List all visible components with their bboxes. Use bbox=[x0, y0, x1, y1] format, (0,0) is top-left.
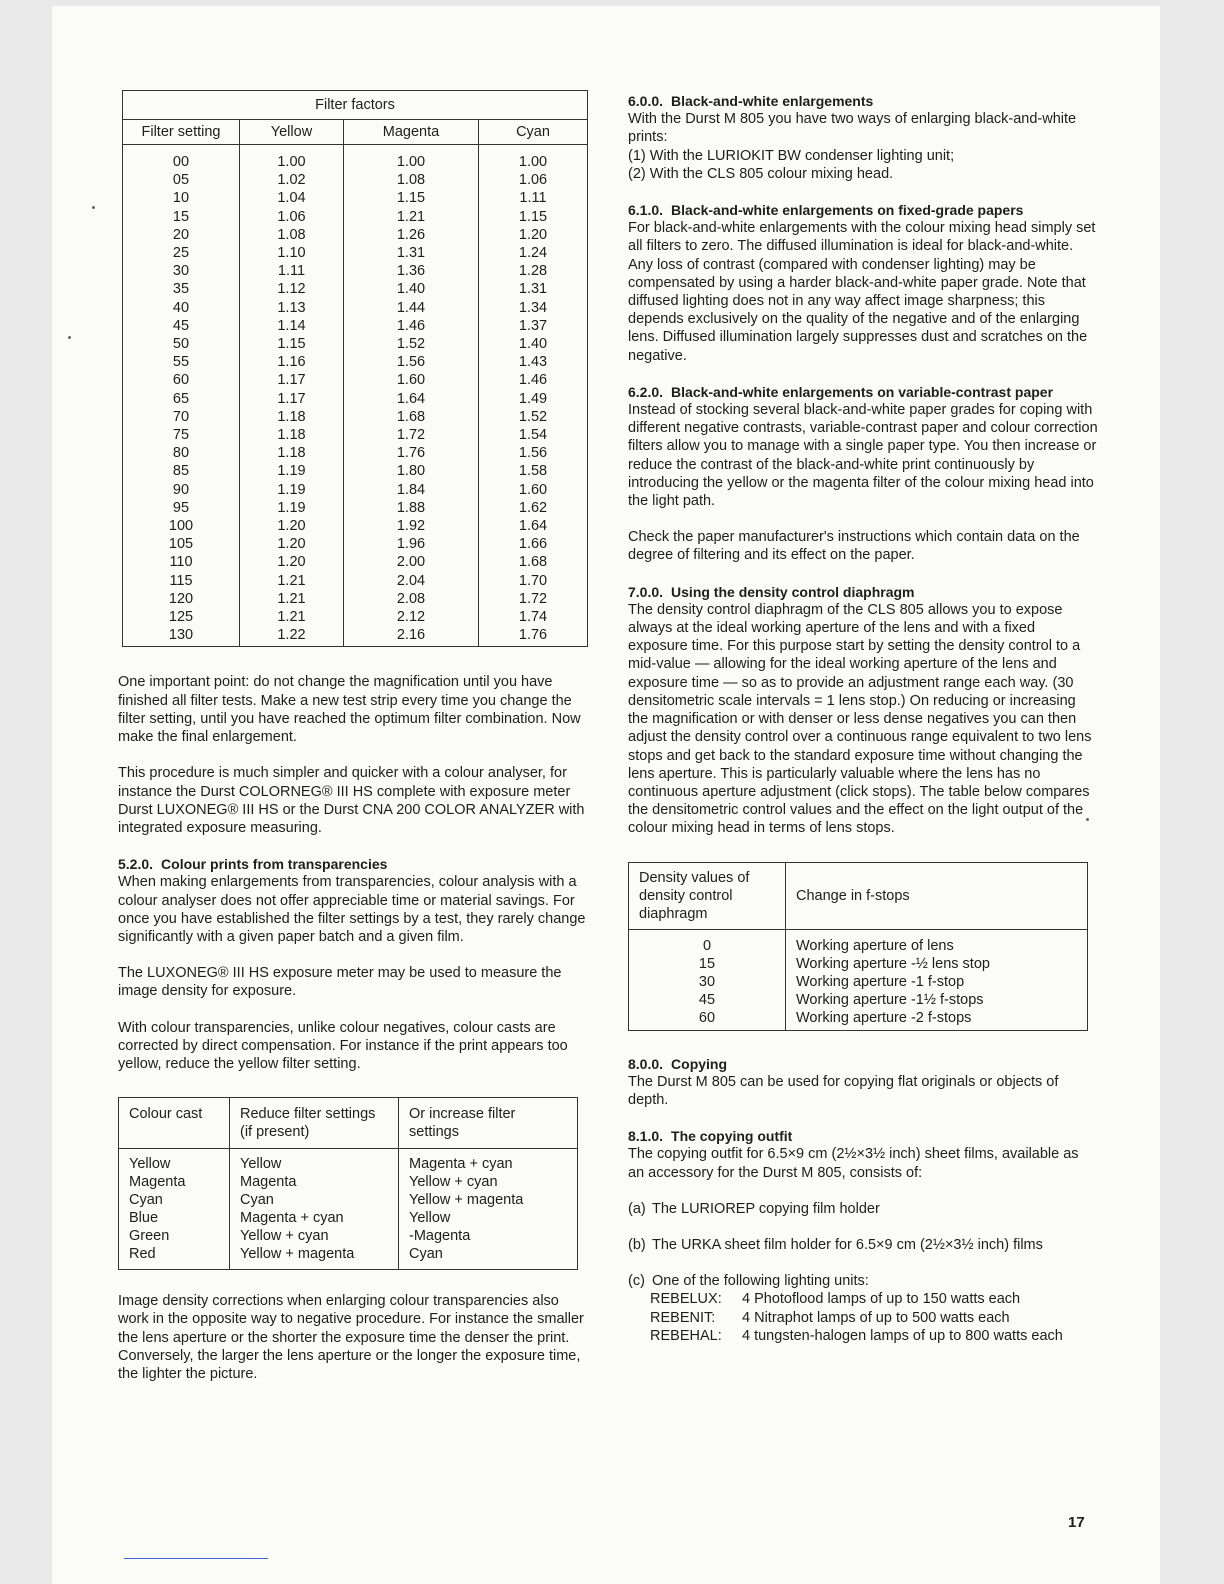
filter-cell: 1.56 bbox=[343, 353, 478, 371]
filter-cell: 1.31 bbox=[343, 244, 478, 262]
lighting-unit-desc: 4 Nitraphot lamps of up to 500 watts each bbox=[742, 1309, 1010, 1326]
outfit-item-a bbox=[628, 1200, 1098, 1218]
table-cell-line: Cyan bbox=[240, 1192, 274, 1209]
section-heading-6-0-0 bbox=[628, 92, 1098, 110]
section-number: 7.0.0. bbox=[628, 583, 664, 600]
filter-cell: 1.72 bbox=[343, 426, 478, 444]
filter-col-header: Filter setting bbox=[123, 120, 240, 145]
outfit-item-c bbox=[628, 1272, 1098, 1290]
section-heading-6-2-0 bbox=[628, 383, 1098, 401]
filter-cell: 20 bbox=[123, 226, 240, 244]
filter-cell: 1.08 bbox=[343, 171, 478, 189]
filter-row bbox=[123, 226, 588, 244]
paragraph: Image density corrections when enlarging colour transparencies also work in the opposite way to negative procedure. For instance the smaller the lens aperture or the shorter the exposure time the denser the print. Conversely, the larger the lens aperture or the longer the exposure time, the lighter the picture. bbox=[118, 1293, 584, 1382]
fstop-change-column bbox=[786, 929, 1088, 1030]
footer-rule bbox=[124, 1558, 268, 1559]
filter-cell: 2.12 bbox=[343, 608, 478, 626]
filter-cell: 1.52 bbox=[343, 335, 478, 353]
filter-cell: 1.21 bbox=[240, 590, 344, 608]
filter-cell: 1.40 bbox=[343, 280, 478, 298]
table-cell-line: Yellow bbox=[129, 1156, 171, 1173]
cast-col-header: Reduce filter settings (if present) bbox=[230, 1098, 399, 1149]
filter-cell: 1.68 bbox=[479, 553, 588, 571]
filter-cell: 95 bbox=[123, 499, 240, 517]
paragraph: When making enlargements from transparencies, colour analysis with a colour analyser does not offer appreciable time or material savings. For once you have established the filter settings by a test, they rarely change significantly with a given paper batch and a given film. bbox=[118, 874, 586, 945]
filter-cell: 1.36 bbox=[343, 262, 478, 280]
section-title: Colour prints from transparencies bbox=[161, 856, 388, 873]
table-cell-line: 30 bbox=[698, 973, 716, 990]
filter-cell: 2.08 bbox=[343, 590, 478, 608]
table-cell-line: Yellow + cyan bbox=[240, 1228, 329, 1245]
filter-cell: 1.19 bbox=[240, 481, 344, 499]
filter-cell: 1.43 bbox=[479, 353, 588, 371]
scan-speck bbox=[68, 336, 71, 339]
filter-factors-table bbox=[122, 90, 588, 647]
section-heading-8-0-0 bbox=[628, 1055, 1098, 1073]
cast-col-header: Colour cast bbox=[119, 1098, 230, 1149]
filter-cell: 1.00 bbox=[240, 145, 344, 172]
filter-cell: 1.24 bbox=[479, 244, 588, 262]
filter-cell: 1.11 bbox=[240, 262, 344, 280]
filter-table-body bbox=[123, 145, 588, 647]
section-title: Black-and-white enlargements on variable-contrast paper bbox=[671, 383, 1054, 400]
filter-cell: 1.54 bbox=[479, 426, 588, 444]
table-cell-line: 15 bbox=[698, 955, 716, 972]
filter-row bbox=[123, 390, 588, 408]
section-number: 6.2.0. bbox=[628, 383, 664, 400]
cast-col-header: Or increase filter settings bbox=[399, 1098, 578, 1149]
filter-cell: 1.28 bbox=[479, 262, 588, 280]
filter-cell: 1.16 bbox=[240, 353, 344, 371]
paragraph: The copying outfit for 6.5×9 cm (2½×3½ inch) sheet films, available as an accessory for the Durst M 805, consists of: bbox=[628, 1146, 1079, 1181]
filter-cell: 1.31 bbox=[479, 280, 588, 298]
filter-col-header: Yellow bbox=[240, 120, 344, 145]
list-item: (1) With the LURIOKIT BW condenser lighting unit; bbox=[628, 147, 955, 164]
paragraph: Check the paper manufacturer's instructions which contain data on the degree of filtering and its effect on the paper. bbox=[628, 529, 1080, 564]
table-cell-line: Yellow + magenta bbox=[240, 1246, 355, 1263]
filter-row bbox=[123, 171, 588, 189]
filter-cell: 25 bbox=[123, 244, 240, 262]
colour-cast-table bbox=[118, 1097, 578, 1270]
filter-cell: 2.04 bbox=[343, 572, 478, 590]
filter-row bbox=[123, 262, 588, 280]
table-cell-line: Yellow + cyan bbox=[409, 1174, 498, 1191]
density-col-header: Density values of density control diaphragm bbox=[629, 862, 786, 929]
filter-cell: 120 bbox=[123, 590, 240, 608]
table-cell-line: Cyan bbox=[129, 1192, 163, 1209]
lighting-unit-name: REBEHAL: bbox=[650, 1327, 722, 1344]
increase-column bbox=[399, 1149, 578, 1270]
filter-cell: 00 bbox=[123, 145, 240, 172]
filter-cell: 1.11 bbox=[479, 189, 588, 207]
table-cell-line: Yellow + magenta bbox=[409, 1192, 524, 1209]
filter-cell: 30 bbox=[123, 262, 240, 280]
filter-cell: 115 bbox=[123, 572, 240, 590]
paragraph: With the Durst M 805 you have two ways of enlarging black-and-white prints: bbox=[628, 111, 1077, 146]
section-heading-7-0-0 bbox=[628, 583, 1098, 601]
filter-cell: 1.13 bbox=[240, 299, 344, 317]
section-heading-6-1-0 bbox=[628, 201, 1098, 219]
filter-cell: 1.74 bbox=[479, 608, 588, 626]
filter-cell: 110 bbox=[123, 553, 240, 571]
table-cell-line: 60 bbox=[698, 1010, 716, 1027]
section-title: Using the density control diaphragm bbox=[671, 583, 915, 600]
section-heading-8-1-0 bbox=[628, 1127, 1098, 1145]
table-cell-line: Red bbox=[129, 1246, 156, 1263]
filter-col-header: Magenta bbox=[343, 120, 478, 145]
filter-row bbox=[123, 353, 588, 371]
filter-row bbox=[123, 299, 588, 317]
filter-row bbox=[123, 426, 588, 444]
filter-cell: 1.17 bbox=[240, 390, 344, 408]
filter-cell: 1.49 bbox=[479, 390, 588, 408]
outfit-item-b bbox=[628, 1236, 1098, 1254]
section-title: Black-and-white enlargements bbox=[671, 93, 874, 109]
filter-row bbox=[123, 189, 588, 207]
list-label: (b) bbox=[628, 1236, 646, 1253]
paragraph: The Durst M 805 can be used for copying flat originals or objects of depth. bbox=[628, 1073, 1059, 1108]
filter-cell: 1.15 bbox=[479, 208, 588, 226]
filter-cell: 1.96 bbox=[343, 535, 478, 553]
paragraph: For black-and-white enlargements with the colour mixing head simply set all filters to zero. The diffused illumination is ideal for black-and-white. Any loss of contrast (compared with condenser lighting) may be compensated by using a harder black-and-white paper grade. Note that diffused lighting does not in any way affect image sharpness; this depends exclusively on the quality of the negative and of the enlarging lens. Diffused illumination largely suppresses dust and scratches on the negative. bbox=[628, 220, 1096, 364]
section-number: 8.1.0. bbox=[628, 1128, 664, 1145]
filter-cell: 1.19 bbox=[240, 499, 344, 517]
filter-row bbox=[123, 481, 588, 499]
filter-cell: 1.14 bbox=[240, 317, 344, 335]
section-number: 8.0.0. bbox=[628, 1055, 664, 1072]
list-item: (2) With the CLS 805 colour mixing head. bbox=[628, 165, 894, 182]
filter-cell: 1.21 bbox=[240, 608, 344, 626]
filter-cell: 1.08 bbox=[240, 226, 344, 244]
filter-row bbox=[123, 626, 588, 647]
filter-cell: 1.00 bbox=[479, 145, 588, 172]
scan-speck bbox=[92, 206, 95, 209]
section-title: The copying outfit bbox=[671, 1128, 793, 1145]
filter-cell: 1.44 bbox=[343, 299, 478, 317]
section-title: Black-and-white enlargements on fixed-grade papers bbox=[671, 202, 1024, 219]
right-column bbox=[628, 92, 1098, 1345]
filter-row bbox=[123, 517, 588, 535]
filter-cell: 1.06 bbox=[240, 208, 344, 226]
lighting-unit-name: REBELUX: bbox=[650, 1291, 722, 1308]
filter-cell: 40 bbox=[123, 299, 240, 317]
section-number: 5.2.0. bbox=[118, 856, 154, 873]
filter-cell: 1.72 bbox=[479, 590, 588, 608]
filter-cell: 1.20 bbox=[240, 517, 344, 535]
filter-cell: 1.76 bbox=[479, 626, 588, 647]
filter-cell: 1.15 bbox=[240, 335, 344, 353]
filter-cell: 1.18 bbox=[240, 408, 344, 426]
filter-cell: 1.18 bbox=[240, 426, 344, 444]
filter-cell: 1.88 bbox=[343, 499, 478, 517]
table-cell-line: Blue bbox=[129, 1210, 159, 1227]
section-title: Copying bbox=[671, 1055, 728, 1072]
filter-cell: 1.46 bbox=[343, 317, 478, 335]
filter-cell: 1.92 bbox=[343, 517, 478, 535]
filter-cell: 125 bbox=[123, 608, 240, 626]
paragraph: This procedure is much simpler and quicker with a colour analyser, for instance the Durst COLORNEG® III HS complete with exposure meter Durst LUXONEG® III HS or the Durst CNA 200 COLOR ANALYZER with integrated exposure measuring. bbox=[118, 765, 585, 836]
filter-row bbox=[123, 444, 588, 462]
table-cell-line: 0 bbox=[702, 937, 712, 954]
filter-cell: 1.20 bbox=[240, 553, 344, 571]
lighting-unit bbox=[650, 1309, 1098, 1327]
filter-cell: 1.22 bbox=[240, 626, 344, 647]
filter-cell: 1.52 bbox=[479, 408, 588, 426]
filter-cell: 80 bbox=[123, 444, 240, 462]
paragraph: Instead of stocking several black-and-white paper grades for coping with different negative contrasts, variable-contrast paper and colour correction filters allow you to manage with a single paper type. You then increase or reduce the contrast of the black-and-white print continuously by introducing the yellow or the magenta filter of the colour mixing head into the light path. bbox=[628, 402, 1098, 510]
cast-column bbox=[119, 1149, 230, 1270]
filter-cell: 1.40 bbox=[479, 335, 588, 353]
filter-cell: 1.21 bbox=[343, 208, 478, 226]
filter-cell: 1.12 bbox=[240, 280, 344, 298]
density-control-table bbox=[628, 862, 1088, 1031]
filter-cell: 105 bbox=[123, 535, 240, 553]
filter-cell: 1.58 bbox=[479, 462, 588, 480]
filter-cell: 1.62 bbox=[479, 499, 588, 517]
paragraph: One important point: do not change the magnification until you have finished all filter tests. Make a new test strip every time you change the filter setting, until you have reached the optimum filter combination. Now make the final enlargement. bbox=[118, 674, 581, 746]
filter-cell: 1.02 bbox=[240, 171, 344, 189]
filter-cell: 2.00 bbox=[343, 553, 478, 571]
table-cell-line: Magenta bbox=[240, 1174, 297, 1191]
section-number: 6.1.0. bbox=[628, 202, 664, 219]
filter-cell: 1.21 bbox=[240, 572, 344, 590]
filter-cell: 1.46 bbox=[479, 371, 588, 389]
filter-cell: 65 bbox=[123, 390, 240, 408]
filter-cell: 1.60 bbox=[479, 481, 588, 499]
list-label: (c) bbox=[628, 1273, 645, 1290]
table-cell-line: Magenta + cyan bbox=[409, 1156, 513, 1173]
filter-cell: 1.06 bbox=[479, 171, 588, 189]
filter-cell: 2.16 bbox=[343, 626, 478, 647]
filter-cell: 55 bbox=[123, 353, 240, 371]
filter-row bbox=[123, 208, 588, 226]
filter-cell: 1.64 bbox=[343, 390, 478, 408]
filter-cell: 85 bbox=[123, 462, 240, 480]
filter-cell: 1.20 bbox=[240, 535, 344, 553]
paragraph: With colour transparencies, unlike colour negatives, colour casts are corrected by direct compensation. For instance if the print appears too yellow, reduce the yellow filter setting. bbox=[118, 1019, 568, 1072]
filter-cell: 1.19 bbox=[240, 462, 344, 480]
filter-cell: 1.18 bbox=[240, 444, 344, 462]
filter-row bbox=[123, 335, 588, 353]
filter-cell: 1.20 bbox=[479, 226, 588, 244]
table-cell-line: Cyan bbox=[409, 1246, 443, 1263]
filter-table-title: Filter factors bbox=[123, 91, 588, 120]
filter-cell: 1.66 bbox=[479, 535, 588, 553]
filter-cell: 70 bbox=[123, 408, 240, 426]
filter-cell: 15 bbox=[123, 208, 240, 226]
table-cell-line: Yellow bbox=[409, 1210, 451, 1227]
reduce-column bbox=[230, 1149, 399, 1270]
lighting-units-list bbox=[650, 1290, 1098, 1345]
filter-cell: 100 bbox=[123, 517, 240, 535]
filter-cell: 1.76 bbox=[343, 444, 478, 462]
density-col-header: Change in f-stops bbox=[786, 862, 1088, 929]
lighting-unit bbox=[650, 1290, 1098, 1308]
filter-row bbox=[123, 317, 588, 335]
filter-cell: 1.26 bbox=[343, 226, 478, 244]
filter-row bbox=[123, 280, 588, 298]
filter-cell: 1.60 bbox=[343, 371, 478, 389]
filter-row bbox=[123, 408, 588, 426]
filter-row bbox=[123, 499, 588, 517]
filter-row bbox=[123, 608, 588, 626]
table-cell-line: 45 bbox=[698, 992, 716, 1009]
filter-row bbox=[123, 371, 588, 389]
lighting-unit-name: REBENIT: bbox=[650, 1309, 716, 1326]
filter-cell: 1.84 bbox=[343, 481, 478, 499]
filter-cell: 1.17 bbox=[240, 371, 344, 389]
filter-cell: 1.70 bbox=[479, 572, 588, 590]
filter-cell: 1.64 bbox=[479, 517, 588, 535]
filter-cell: 90 bbox=[123, 481, 240, 499]
filter-col-header: Cyan bbox=[479, 120, 588, 145]
filter-cell: 10 bbox=[123, 189, 240, 207]
table-cell-line: Yellow bbox=[240, 1156, 282, 1173]
section-number: 6.0.0. bbox=[628, 93, 664, 109]
filter-cell: 1.37 bbox=[479, 317, 588, 335]
page-number: 17 bbox=[1068, 1514, 1085, 1531]
left-column bbox=[118, 90, 586, 1383]
filter-cell: 1.04 bbox=[240, 189, 344, 207]
table-cell-line: Magenta + cyan bbox=[240, 1210, 344, 1227]
filter-row bbox=[123, 572, 588, 590]
table-cell-line: Working aperture -1½ f-stops bbox=[796, 992, 984, 1009]
table-cell-line: Working aperture -1 f-stop bbox=[796, 973, 965, 990]
filter-cell: 75 bbox=[123, 426, 240, 444]
filter-row bbox=[123, 535, 588, 553]
paragraph: The LUXONEG® III HS exposure meter may be used to measure the image density for exposure. bbox=[118, 965, 562, 1000]
filter-cell: 1.15 bbox=[343, 189, 478, 207]
filter-cell: 1.80 bbox=[343, 462, 478, 480]
filter-cell: 35 bbox=[123, 280, 240, 298]
filter-cell: 45 bbox=[123, 317, 240, 335]
filter-cell: 60 bbox=[123, 371, 240, 389]
list-label: (a) bbox=[628, 1200, 646, 1217]
lighting-unit bbox=[650, 1327, 1098, 1345]
filter-row bbox=[123, 462, 588, 480]
filter-cell: 50 bbox=[123, 335, 240, 353]
filter-cell: 1.56 bbox=[479, 444, 588, 462]
filter-cell: 130 bbox=[123, 626, 240, 647]
filter-cell: 05 bbox=[123, 171, 240, 189]
section-heading-5-2-0 bbox=[118, 855, 586, 873]
filter-row bbox=[123, 553, 588, 571]
table-cell-line: Working aperture -2 f-stops bbox=[796, 1010, 972, 1027]
list-text: The LURIOREP copying film holder bbox=[652, 1200, 880, 1217]
filter-cell: 1.10 bbox=[240, 244, 344, 262]
filter-row bbox=[123, 145, 588, 172]
list-text: The URKA sheet film holder for 6.5×9 cm (2½×3½ inch) films bbox=[652, 1236, 1043, 1253]
table-cell-line: Working aperture -½ lens stop bbox=[796, 955, 990, 972]
list-text: One of the following lighting units: bbox=[652, 1273, 869, 1290]
filter-cell: 1.00 bbox=[343, 145, 478, 172]
filter-row bbox=[123, 244, 588, 262]
filter-cell: 1.34 bbox=[479, 299, 588, 317]
table-cell-line: Green bbox=[129, 1228, 170, 1245]
paragraph: The density control diaphragm of the CLS 805 allows you to expose always at the ideal working aperture of the lens and with a fixed exposure time. For this purpose start by setting the density control to a mid-value — allowing for the ideal working aperture of the lens and exposure time — so as to provide an adjustment range each way. (30 densitometric scale intervals = 1 lens stop.) On reducing or increasing the magnification or with denser or less dense negatives you can then adjust the density control over a continuous range equivalent to two lens stops and get back to the standard exposure time without changing the lens aperture. This is particularly valuable where the lens has no continuous aperture adjustment (click stops). The table below compares the densitometric control values and the effect on the light output of the colour mixing head in terms of lens stops. bbox=[628, 601, 1092, 837]
lighting-unit-desc: 4 tungsten-halogen lamps of up to 800 watts each bbox=[742, 1327, 1063, 1344]
table-cell-line: Working aperture of lens bbox=[796, 937, 954, 954]
density-values-column bbox=[629, 929, 786, 1030]
filter-row bbox=[123, 590, 588, 608]
table-cell-line: -Magenta bbox=[409, 1228, 471, 1245]
filter-cell: 1.68 bbox=[343, 408, 478, 426]
lighting-unit-desc: 4 Photoflood lamps of up to 150 watts each bbox=[742, 1291, 1021, 1308]
table-cell-line: Magenta bbox=[129, 1174, 186, 1191]
